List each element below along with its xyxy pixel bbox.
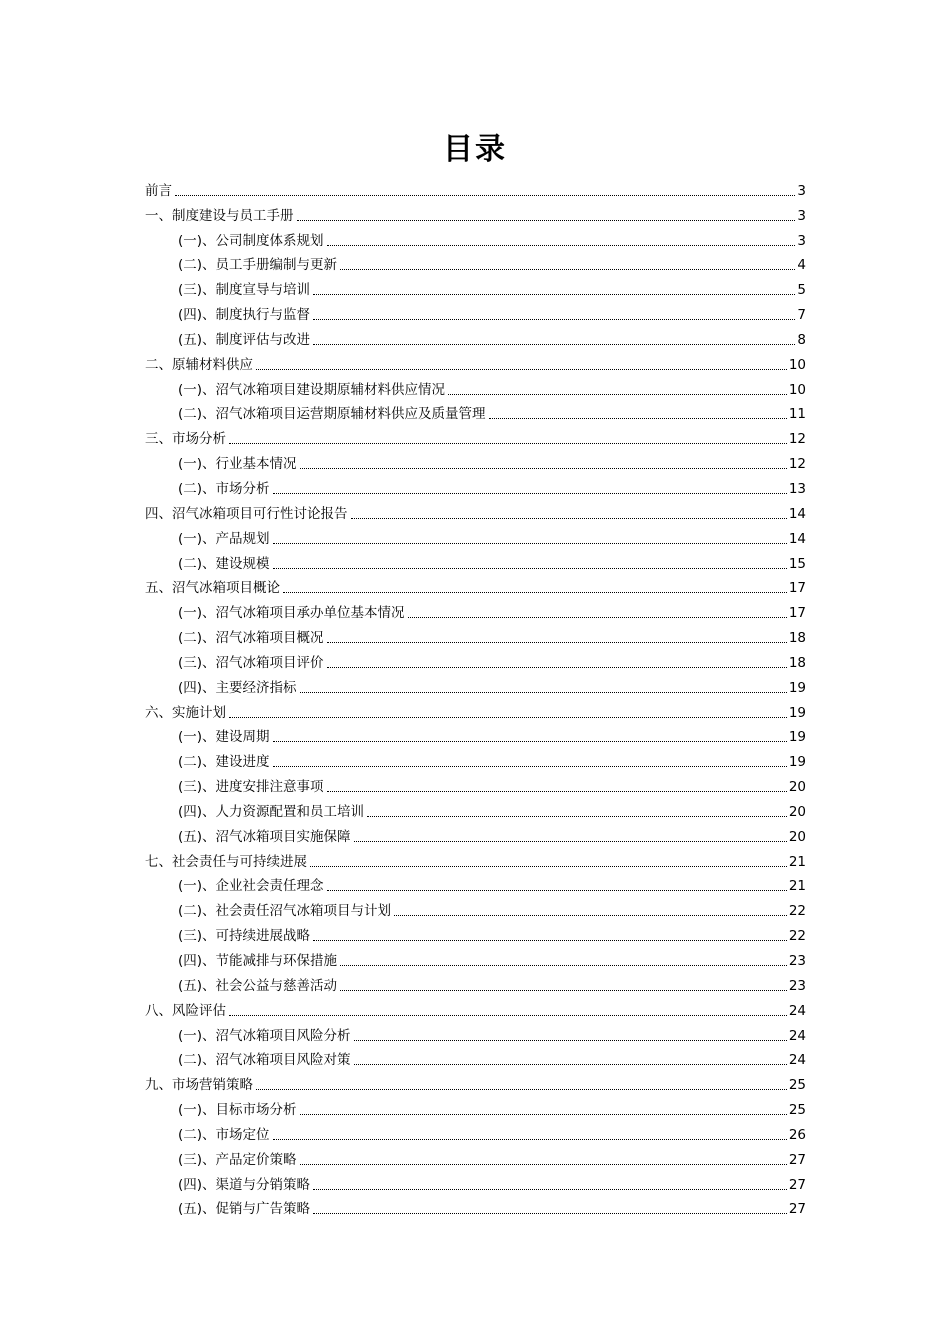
toc-dot-leader <box>327 667 787 668</box>
toc-dot-leader <box>313 1189 787 1190</box>
toc-dot-leader <box>367 816 787 817</box>
page-title: 目录 <box>443 132 507 167</box>
toc-entry[interactable] <box>145 548 806 573</box>
toc-entry-label: 七、社会责任与可持续进展 <box>145 853 307 870</box>
toc-dot-leader <box>256 1089 787 1090</box>
toc-entry-label: (一)、目标市场分析 <box>178 1102 297 1119</box>
toc-dot-leader <box>273 741 787 742</box>
toc-entry[interactable] <box>145 722 806 747</box>
toc-entry-label: (一)、产品规划 <box>178 530 270 547</box>
toc-entry[interactable] <box>145 970 806 995</box>
toc-entry-label: 四、沼气冰箱项目可行性讨论报告 <box>145 505 348 522</box>
toc-dot-leader <box>273 543 787 544</box>
toc-entry[interactable] <box>145 895 806 920</box>
toc-entry[interactable] <box>145 1020 806 1045</box>
toc-page-number: 22 <box>788 903 806 920</box>
toc-entry[interactable] <box>145 573 806 598</box>
toc-entry-label: (一)、沼气冰箱项目建设期原辅材料供应情况 <box>178 381 446 398</box>
toc-dot-leader <box>354 1040 787 1041</box>
toc-entry[interactable] <box>145 746 806 771</box>
toc-entry-label: (五)、社会公益与慈善活动 <box>178 977 338 994</box>
toc-entry[interactable] <box>145 448 806 473</box>
toc-entry[interactable] <box>145 945 806 970</box>
toc-entry[interactable] <box>145 622 806 647</box>
toc-dot-leader <box>297 220 796 221</box>
toc-dot-leader <box>313 344 795 345</box>
toc-entry[interactable] <box>145 200 806 225</box>
toc-page-number: 14 <box>788 505 806 522</box>
toc-dot-leader <box>327 642 787 643</box>
toc-entry-label: (一)、行业基本情况 <box>178 456 297 473</box>
toc-dot-leader <box>340 965 787 966</box>
toc-page-number: 15 <box>788 555 806 572</box>
toc-entry-label: 八、风险评估 <box>145 1002 226 1019</box>
toc-dot-leader <box>351 518 787 519</box>
toc-dot-leader <box>273 1139 787 1140</box>
toc-entry-label: (二)、沼气冰箱项目运营期原辅材料供应及质量管理 <box>178 406 486 423</box>
toc-entry-label: (二)、沼气冰箱项目概况 <box>178 630 324 647</box>
toc-dot-leader <box>489 418 787 419</box>
toc-page-number: 20 <box>788 828 806 845</box>
toc-page-number: 27 <box>788 1201 806 1218</box>
toc-entry[interactable] <box>145 672 806 697</box>
toc-entry-label: 前言 <box>145 182 172 199</box>
toc-dot-leader <box>313 940 787 941</box>
toc-page-number: 24 <box>788 1027 806 1044</box>
toc-entry-label: (一)、沼气冰箱项目风险分析 <box>178 1027 351 1044</box>
toc-dot-leader <box>300 468 787 469</box>
toc-dot-leader <box>340 269 795 270</box>
toc-entry-label: (一)、企业社会责任理念 <box>178 878 324 895</box>
toc-page-number: 26 <box>788 1126 806 1143</box>
toc-entry-label: (二)、员工手册编制与更新 <box>178 257 338 274</box>
toc-page-number: 3 <box>797 232 806 249</box>
toc-entry-label: (三)、进度安排注意事项 <box>178 779 324 796</box>
toc-entry-label: (三)、产品定价策略 <box>178 1151 297 1168</box>
toc-entry[interactable] <box>145 995 806 1020</box>
toc-page-number: 21 <box>788 853 806 870</box>
toc-page-number: 24 <box>788 1002 806 1019</box>
toc-entry[interactable] <box>145 1069 806 1094</box>
toc-entry[interactable] <box>145 225 806 250</box>
toc-dot-leader <box>300 1164 787 1165</box>
toc-dot-leader <box>273 493 787 494</box>
toc-dot-leader <box>313 294 795 295</box>
toc-entry[interactable] <box>145 1045 806 1070</box>
toc-entry-label: (一)、沼气冰箱项目承办单位基本情况 <box>178 605 405 622</box>
toc-entry[interactable] <box>145 175 806 200</box>
toc-page-number: 27 <box>788 1176 806 1193</box>
toc-dot-leader <box>229 717 787 718</box>
toc-entry-label: 九、市场营销策略 <box>145 1077 253 1094</box>
toc-page-number: 18 <box>788 654 806 671</box>
toc-entry-label: (四)、制度执行与监督 <box>178 307 311 324</box>
toc-page-number: 7 <box>797 307 806 324</box>
toc-page-number: 19 <box>788 704 806 721</box>
toc-entry[interactable] <box>145 374 806 399</box>
toc-entry[interactable] <box>145 299 806 324</box>
toc-dot-leader <box>273 568 787 569</box>
toc-page-number: 3 <box>797 182 806 199</box>
toc-entry-label: (四)、人力资源配置和员工培训 <box>178 803 365 820</box>
toc-page-number: 11 <box>788 406 806 423</box>
toc-dot-leader <box>273 766 787 767</box>
toc-page-number: 14 <box>788 530 806 547</box>
toc-entry-label: (一)、建设周期 <box>178 729 270 746</box>
toc-entry[interactable] <box>145 473 806 498</box>
toc-dot-leader <box>327 791 787 792</box>
toc-dot-leader <box>408 617 787 618</box>
toc-entry[interactable] <box>145 821 806 846</box>
toc-dot-leader <box>313 319 795 320</box>
toc-entry-label: 三、市场分析 <box>145 431 226 448</box>
table-of-contents <box>145 175 806 1218</box>
toc-entry-label: (二)、市场定位 <box>178 1126 270 1143</box>
toc-dot-leader <box>394 915 787 916</box>
toc-entry[interactable] <box>145 771 806 796</box>
toc-dot-leader <box>300 692 787 693</box>
toc-entry-label: (二)、市场分析 <box>178 480 270 497</box>
toc-page-number: 4 <box>797 257 806 274</box>
toc-entry-label: (三)、可持续进展战略 <box>178 928 311 945</box>
toc-entry[interactable] <box>145 846 806 871</box>
toc-page-number: 13 <box>788 480 806 497</box>
toc-entry-label: (五)、沼气冰箱项目实施保障 <box>178 828 351 845</box>
toc-entry-label: (四)、节能减排与环保措施 <box>178 953 338 969</box>
toc-entry-label: (二)、社会责任沼气冰箱项目与计划 <box>178 903 392 920</box>
toc-page-number: 3 <box>797 207 806 224</box>
toc-dot-leader <box>229 443 787 444</box>
toc-dot-leader <box>354 841 787 842</box>
toc-entry-label: (四)、主要经济指标 <box>178 679 297 696</box>
toc-dot-leader <box>175 195 795 196</box>
toc-dot-leader <box>283 592 787 593</box>
toc-page-number: 19 <box>788 679 806 696</box>
toc-dot-leader <box>340 990 787 991</box>
toc-page-number: 5 <box>797 282 806 299</box>
toc-page-number: 27 <box>788 1151 806 1168</box>
toc-entry-label: (二)、建设规模 <box>178 555 270 572</box>
toc-entry[interactable] <box>145 423 806 448</box>
toc-entry[interactable] <box>145 250 806 275</box>
toc-page-number: 22 <box>788 928 806 945</box>
toc-page-number: 18 <box>788 630 806 647</box>
toc-dot-leader <box>300 1114 787 1115</box>
toc-page-number: 19 <box>788 754 806 771</box>
toc-dot-leader <box>256 369 787 370</box>
toc-entry-label: 五、沼气冰箱项目概论 <box>145 580 280 597</box>
toc-entry-label: (四)、渠道与分销策略 <box>178 1176 311 1193</box>
toc-page-number: 20 <box>788 803 806 820</box>
toc-entry-label: 六、实施计划 <box>145 704 226 721</box>
toc-page-number: 24 <box>788 1052 806 1069</box>
toc-entry-label: (二)、建设进度 <box>178 754 270 771</box>
toc-page-number: 17 <box>788 605 806 622</box>
toc-entry[interactable] <box>145 1169 806 1194</box>
toc-page-number: 17 <box>788 580 806 597</box>
toc-entry[interactable] <box>145 647 806 672</box>
toc-entry[interactable] <box>145 1094 806 1119</box>
toc-entry[interactable] <box>145 349 806 374</box>
toc-entry[interactable] <box>145 523 806 548</box>
toc-page-number: 25 <box>788 1077 806 1094</box>
toc-entry[interactable] <box>145 796 806 821</box>
toc-entry-label: (五)、制度评估与改进 <box>178 331 311 348</box>
toc-page-number: 23 <box>788 953 806 969</box>
toc-entry[interactable] <box>145 274 806 299</box>
toc-dot-leader <box>229 1015 787 1016</box>
toc-dot-leader <box>327 890 787 891</box>
toc-entry-label: (三)、沼气冰箱项目评价 <box>178 654 324 671</box>
toc-page-number: 8 <box>797 331 806 348</box>
toc-entry[interactable] <box>145 597 806 622</box>
toc-entry-label: (三)、制度宣导与培训 <box>178 282 311 299</box>
toc-page-number: 12 <box>788 456 806 473</box>
toc-dot-leader <box>354 1064 787 1065</box>
toc-entry-label: (二)、沼气冰箱项目风险对策 <box>178 1052 351 1069</box>
toc-dot-leader <box>327 245 796 246</box>
toc-entry[interactable] <box>145 498 806 523</box>
toc-dot-leader <box>313 1213 787 1214</box>
toc-entry-label: 一、制度建设与员工手册 <box>145 207 294 224</box>
toc-page-number: 19 <box>788 729 806 746</box>
toc-dot-leader <box>448 394 787 395</box>
toc-entry[interactable] <box>145 1144 806 1169</box>
toc-entry[interactable] <box>145 1119 806 1144</box>
toc-entry-label: (五)、促销与广告策略 <box>178 1201 311 1218</box>
toc-page-number: 23 <box>788 977 806 994</box>
toc-entry[interactable] <box>145 399 806 424</box>
toc-entry[interactable] <box>145 871 806 896</box>
toc-entry[interactable] <box>145 324 806 349</box>
toc-entry-label: (一)、公司制度体系规划 <box>178 232 324 249</box>
toc-page-number: 21 <box>788 878 806 895</box>
toc-dot-leader <box>310 866 787 867</box>
toc-page-number: 12 <box>788 431 806 448</box>
toc-page-number: 20 <box>788 779 806 796</box>
toc-entry[interactable] <box>145 697 806 722</box>
toc-entry[interactable] <box>145 1194 806 1219</box>
toc-page-number: 10 <box>788 381 806 398</box>
toc-page-number: 10 <box>788 356 806 373</box>
toc-entry-label: 二、原辅材料供应 <box>145 356 253 373</box>
toc-entry[interactable] <box>145 920 806 945</box>
toc-page-number: 25 <box>788 1102 806 1119</box>
